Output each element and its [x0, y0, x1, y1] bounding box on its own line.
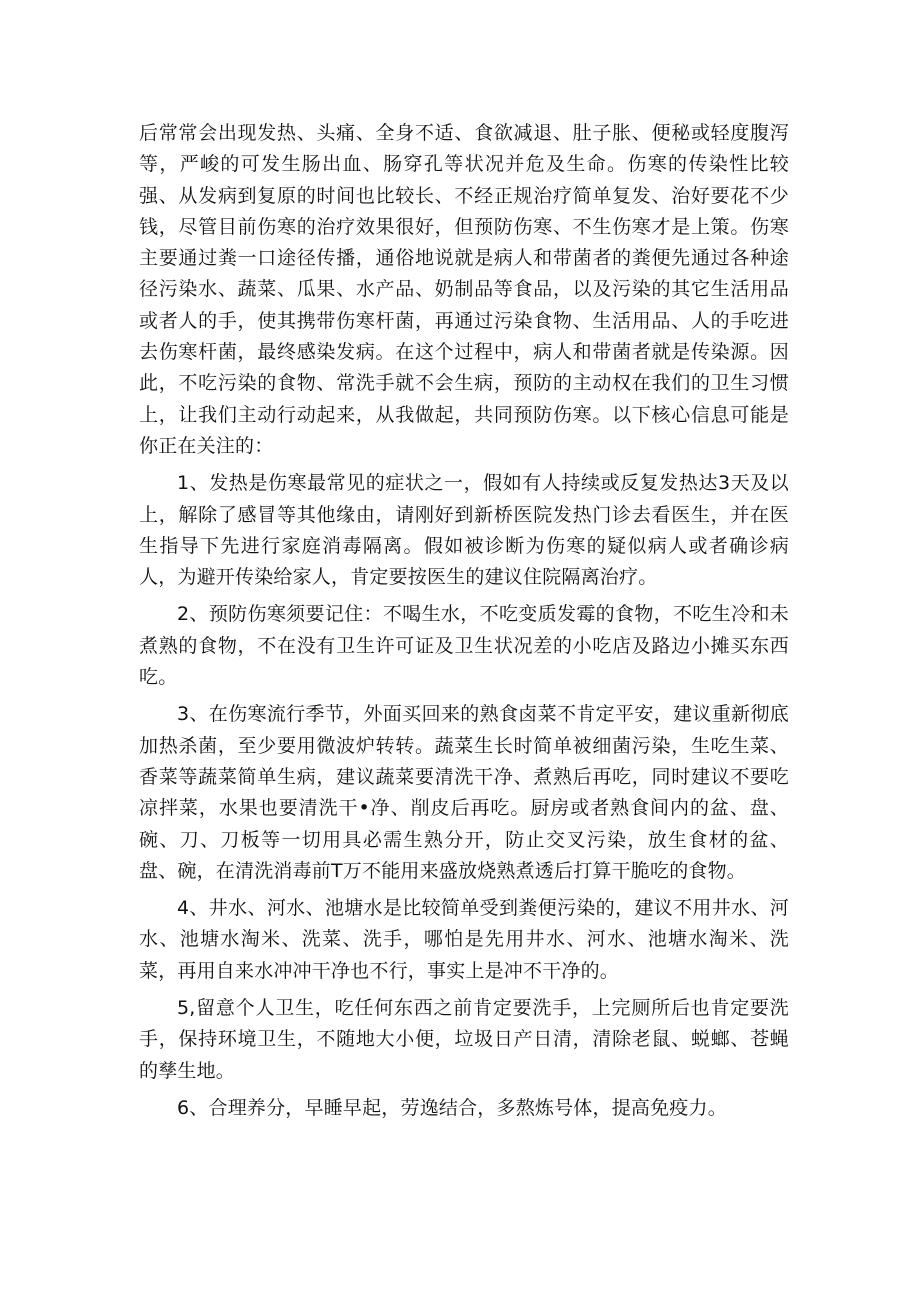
item-paragraph-1: 1、发热是伤寒最常见的症状之一，假如有人持续或反复发热达3天及以上，解除了感冒等其他缘由，请刚好到新桥医院发热门诊去看医生，并在医生指导下先进行家庭消毒隔离。假如被诊断为伤寒的疑似病人或者确诊病人，为避开传染给家人，肯定要按医生的建议住院隔离治疗。 [139, 472, 789, 589]
item-paragraph-2: 2、预防伤寒须要记住：不喝生水，不吃变质发霉的食物，不吃生冷和未煮熟的食物，不在没有卫生许可证及卫生状况差的小吃店及路边小摊买东西吃。 [139, 603, 789, 689]
item-paragraph-4: 4、井水、河水、池塘水是比较简单受到粪便污染的，建议不用井水、河水、池塘水淘米、洗菜、洗手，哪怕是先用井水、河水、池塘水淘米、洗菜，再用自来水冲冲干净也不行，事实上是冲不干净的。 [139, 897, 789, 982]
intro-paragraph: 后常常会出现发热、头痛、全身不适、食欲减退、肚子胀、便秘或轻度腹泻等，严峻的可发生肠出血、肠穿孔等状况并危及生命。伤寒的传染性比较强、从发病到复原的时间也比较长、不经正规治疗简单复发、治好要花不少钱，尽管目前伤寒的治疗效果很好，但预防伤寒、不生伤寒才是上策。伤寒主要通过粪一口途径传播，通俗地说就是病人和带菌者的粪便先通过各种途径污染水、蔬菜、瓜果、水产品、奶制品等食品，以及污染的其它生活用品或者人的手，使其携带伤寒杆菌，再通过污染食物、生活用品、人的手吃进去伤寒杆菌，最终感染发病。在这个过程中，病人和带菌者就是传染源。因此，不吃污染的食物、常洗手就不会生病，预防的主动权在我们的卫生习惯上，让我们主动行动起来，从我做起，共同预防伤寒。以下核心信息可能是你正在关注的： [139, 122, 789, 457]
item-paragraph-5: 5,留意个人卫生，吃任何东西之前肯定要洗手，上完厕所后也肯定要洗手，保持环境卫生，不随地大小便，垃圾日产日清，清除老鼠、蜕螂、苍蝇的孳生地。 [139, 997, 789, 1082]
item-paragraph-6: 6、合理养分，早睡早起，劳逸结合，多熬炼号体，提高免疫力。 [177, 1096, 727, 1119]
document-body [139, 118, 789, 1124]
item-paragraph-3: 3、在伤寒流行季节，外面买回来的熟食卤菜不肯定平安，建议重新彻底加热杀菌，至少要用微波炉转转。蔬菜生长时简单被细菌污染，生吃生菜、香菜等蔬菜简单生病，建议蔬菜要清洗干净、煮熟后再吃，同时建议不要吃凉拌菜，水果也要清洗干•净、削皮后再吃。厨房或者熟食间内的盆、盘、碗、刀、刀板等一切用具必需生熟分开，防止交叉污染，放生食材的盆、盘、碗，在清洗消毒前T万不能用来盛放烧熟煮透后打算干脆吃的食物。 [139, 703, 789, 882]
